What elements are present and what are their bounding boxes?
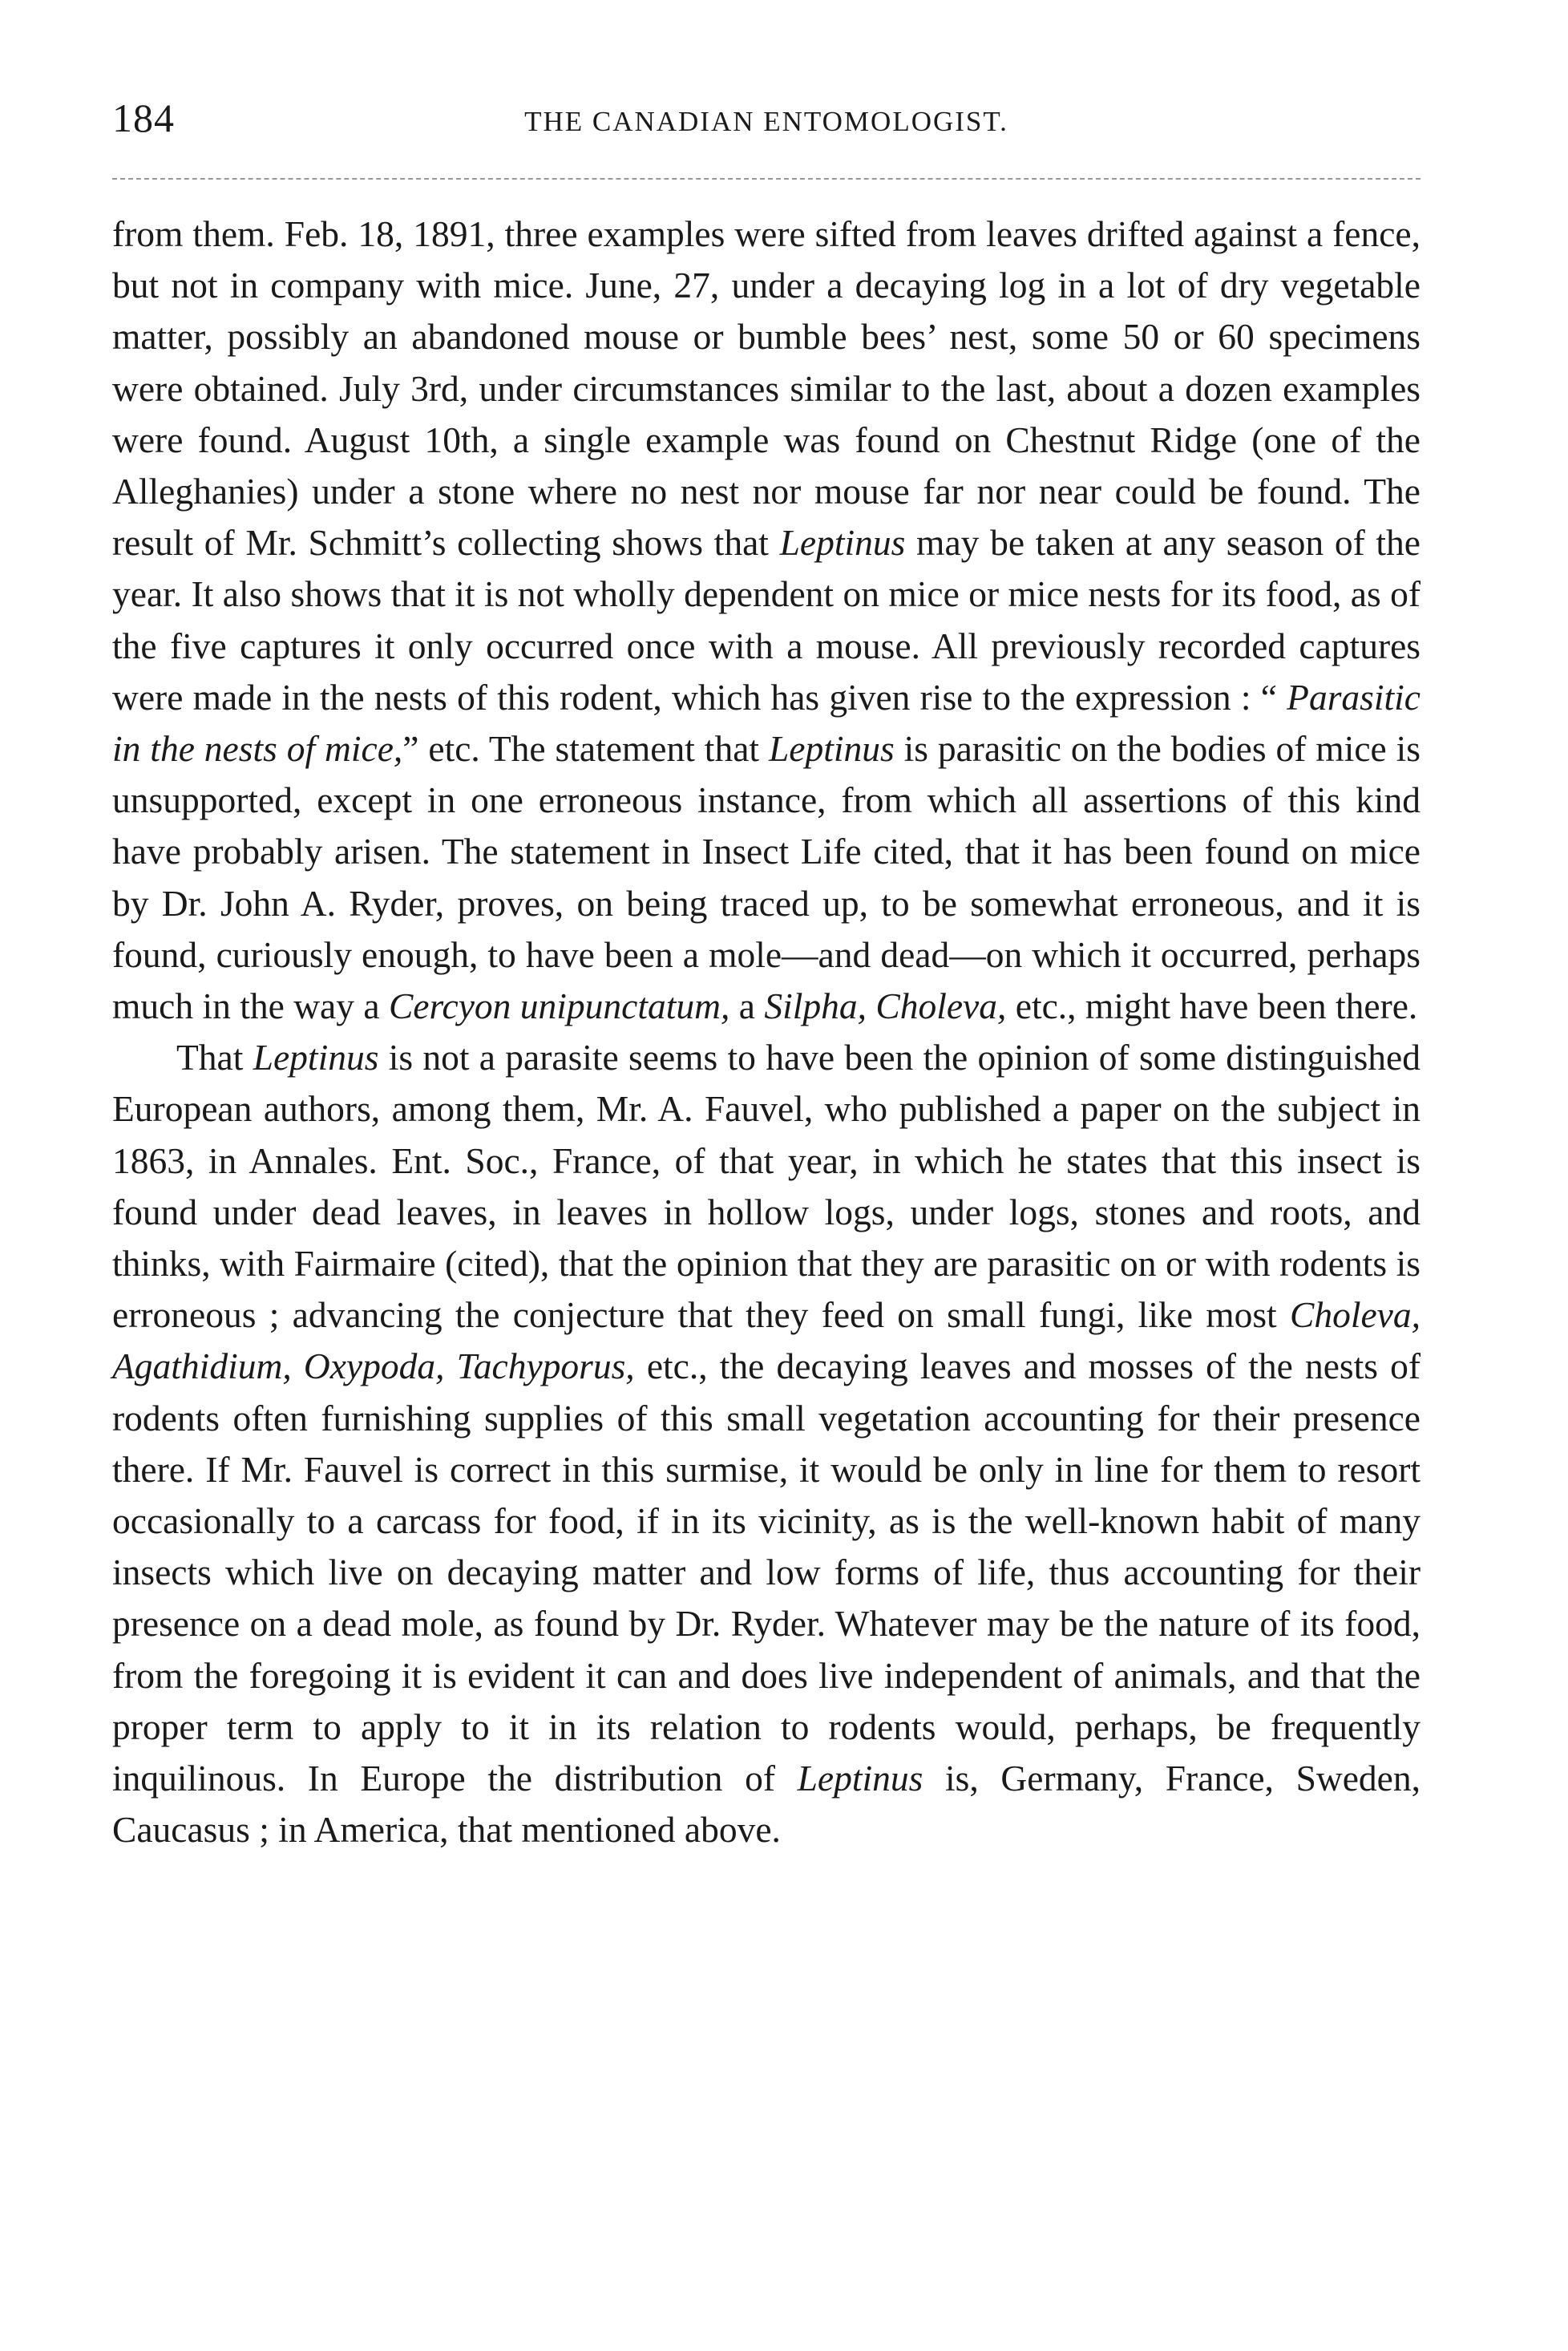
text-run: etc., the decaying leaves and mosses of the nests of rodents often furnishing supplies of this small vegetation accounting for their presence there. If Mr. Fauvel is correct in this surmise, it would be only in line for them to resort occasionally to a carcass for food, if in its vicinity, as is the well-known habit of many insects which live on decaying matter and low forms of life, thus accounting for their presence on a dead mole, as found by Dr. Ryder. Whatever may be the nature of its food, from the foregoing it is evident it can and does live independent of animals, and that the proper term to apply to it in its relation to rodents would, perhaps, be frequently inquilinous. In Europe the distribution of [112, 1345, 1420, 1799]
italic-text: Choleva, Agathidium, Oxypoda, Tachyporus, [112, 1294, 1420, 1387]
text-run: etc., might have been there. [1006, 985, 1418, 1027]
text-run: may be taken at any season of the year. It also shows that it is not wholly dependent on mice or mice nests for its food, as of the five captures it only occurred once with a mouse. All previously recorded captures were made in the nests of this rodent, which has given rise to the expression : “ [112, 522, 1421, 718]
header-rule [112, 178, 1420, 180]
italic-text: Silpha, Choleva, [764, 985, 1007, 1027]
italic-text: Leptinus [779, 522, 906, 564]
page-header [112, 95, 1420, 159]
text-run: from them. Feb. 18, 1891, three examples were sifted from leaves drifted against a fence, but not in company with mice. June, 27, under a decaying log in a lot of dry vegetable matter, possibly an abandoned mouse or bumble bees’ nest, some 50 or 60 specimens were obtained. July 3rd, under circumstances similar to the last, about a dozen examples were found. August 10th, a single example was found on Chestnut Ridge (one of the Alleghanies) under a stone where no nest nor mouse far nor near could be found. The result of Mr. Schmitt’s collecting shows that [112, 213, 1420, 564]
text-run: is parasitic on the bodies of mice is unsupported, except in one erroneous instance, from which all assertions of this kind have probably arisen. The statement in Insect Life cited, that it has been found on mice by Dr. John A. Ryder, proves, on being traced up, to be somewhat erroneous, and it is found, curiously enough, to have been a mole—and dead—on which it occurred, perhaps much in the way a [112, 728, 1420, 1027]
running-title: THE CANADIAN ENTOMOLOGIST. [524, 106, 1008, 137]
paragraph [112, 1032, 1420, 1855]
page-number: 184 [112, 95, 175, 140]
text-run: That [176, 1037, 253, 1078]
text-run: a [729, 985, 765, 1027]
italic-text: Leptinus [768, 728, 895, 770]
text-run: ” etc. The statement that [402, 728, 769, 770]
paragraph [112, 208, 1420, 1032]
italic-text: Leptinus [253, 1037, 379, 1078]
text-run: is not a parasite seems to have been the opinion of some distinguished European authors, among them, Mr. A. Fauvel, who published a paper on the subject in 1863, in Annales. Ent. Soc., France, of that year, in which he states that this insect is found under dead leaves, in leaves in hollow logs, under logs, stones and roots, and thinks, with Fairmaire (cited), that the opinion that they are parasitic on or with rodents is erroneous ; advancing the conjecture that they feed on small fungi, like most [112, 1037, 1420, 1336]
italic-text: Cercyon unipunctatum, [388, 985, 730, 1027]
italic-text: Leptinus [797, 1758, 923, 1799]
text-run: is, Germany, France, Sweden, Caucasus ; in America, that mentioned above. [112, 1758, 1420, 1851]
italic-text: Parasitic in the nests of mice, [112, 676, 1420, 770]
article-body [112, 208, 1420, 1856]
